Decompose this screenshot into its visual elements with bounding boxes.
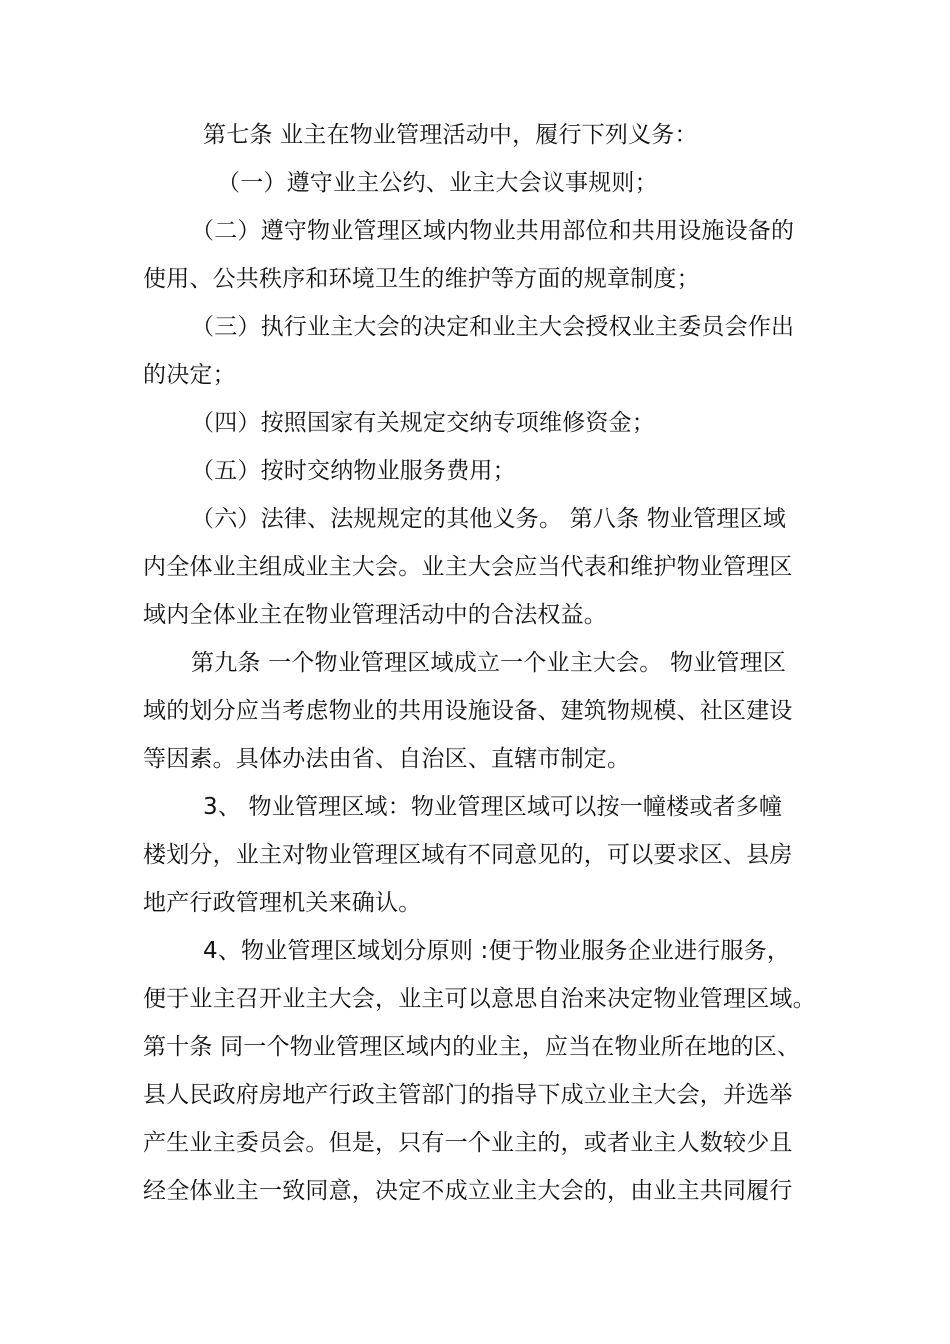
text-line: 第七条 业主在物业管理活动中，履行下列义务： [203,122,698,148]
text-line: （四）按照国家有关规定交纳专项维修资金； [191,410,655,436]
text-line: 使用、公共秩序和环境卫生的维护等方面的规章制度； [143,266,700,292]
text-line: 经全体业主一致同意，决定不成立业主大会的，由业主共同履行 [143,1178,793,1204]
text-line: 地产行政管理机关来确认。 [143,890,422,916]
text-line: 内全体业主组成业主大会。业主大会应当代表和维护物业管理区 [143,554,793,580]
text-line: （二）遵守物业管理区域内物业共用部位和共用设施设备的 [191,218,795,244]
text-line: （一）遵守业主公约、业主大会议事规则； [217,170,658,196]
text-line: 第九条 一个物业管理区域成立一个业主大会。 物业管理区 [191,650,787,676]
text-line: 楼划分，业主对物业管理区域有不同意见的，可以要求区、县房 [143,842,793,868]
text-line: 4、物业管理区域划分原则 :便于物业服务企业进行服务， [203,938,791,964]
text-line: 县人民政府房地产行政主管部门的指导下成立业主大会，并选举 [143,1082,793,1108]
text-line: （三）执行业主大会的决定和业主大会授权业主委员会作出 [191,314,795,340]
text-line: 域的划分应当考虑物业的共用设施设备、建筑物规模、社区建设 [143,698,793,724]
text-line: （五）按时交纳物业服务费用； [191,458,516,484]
text-line: 3、 物业管理区域：物业管理区域可以按一幢楼或者多幢 [203,794,783,820]
text-line: 第十条 同一个物业管理区域内的业主，应当在物业所在地的区、 [143,1034,801,1060]
text-line: 产生业主委员会。但是，只有一个业主的，或者业主人数较少且 [143,1130,793,1156]
text-line: 域内全体业主在物业管理活动中的合法权益。 [143,602,607,628]
text-line: 便于业主召开业主大会，业主可以意思自治来决定物业管理区域。 [143,986,816,1012]
text-line: 等因素。具体办法由省、自治区、直辖市制定。 [143,746,631,772]
text-line: （六）法律、法规规定的其他义务。 第八条 物业管理区域 [191,506,787,532]
text-line: 的决定； [143,362,236,388]
